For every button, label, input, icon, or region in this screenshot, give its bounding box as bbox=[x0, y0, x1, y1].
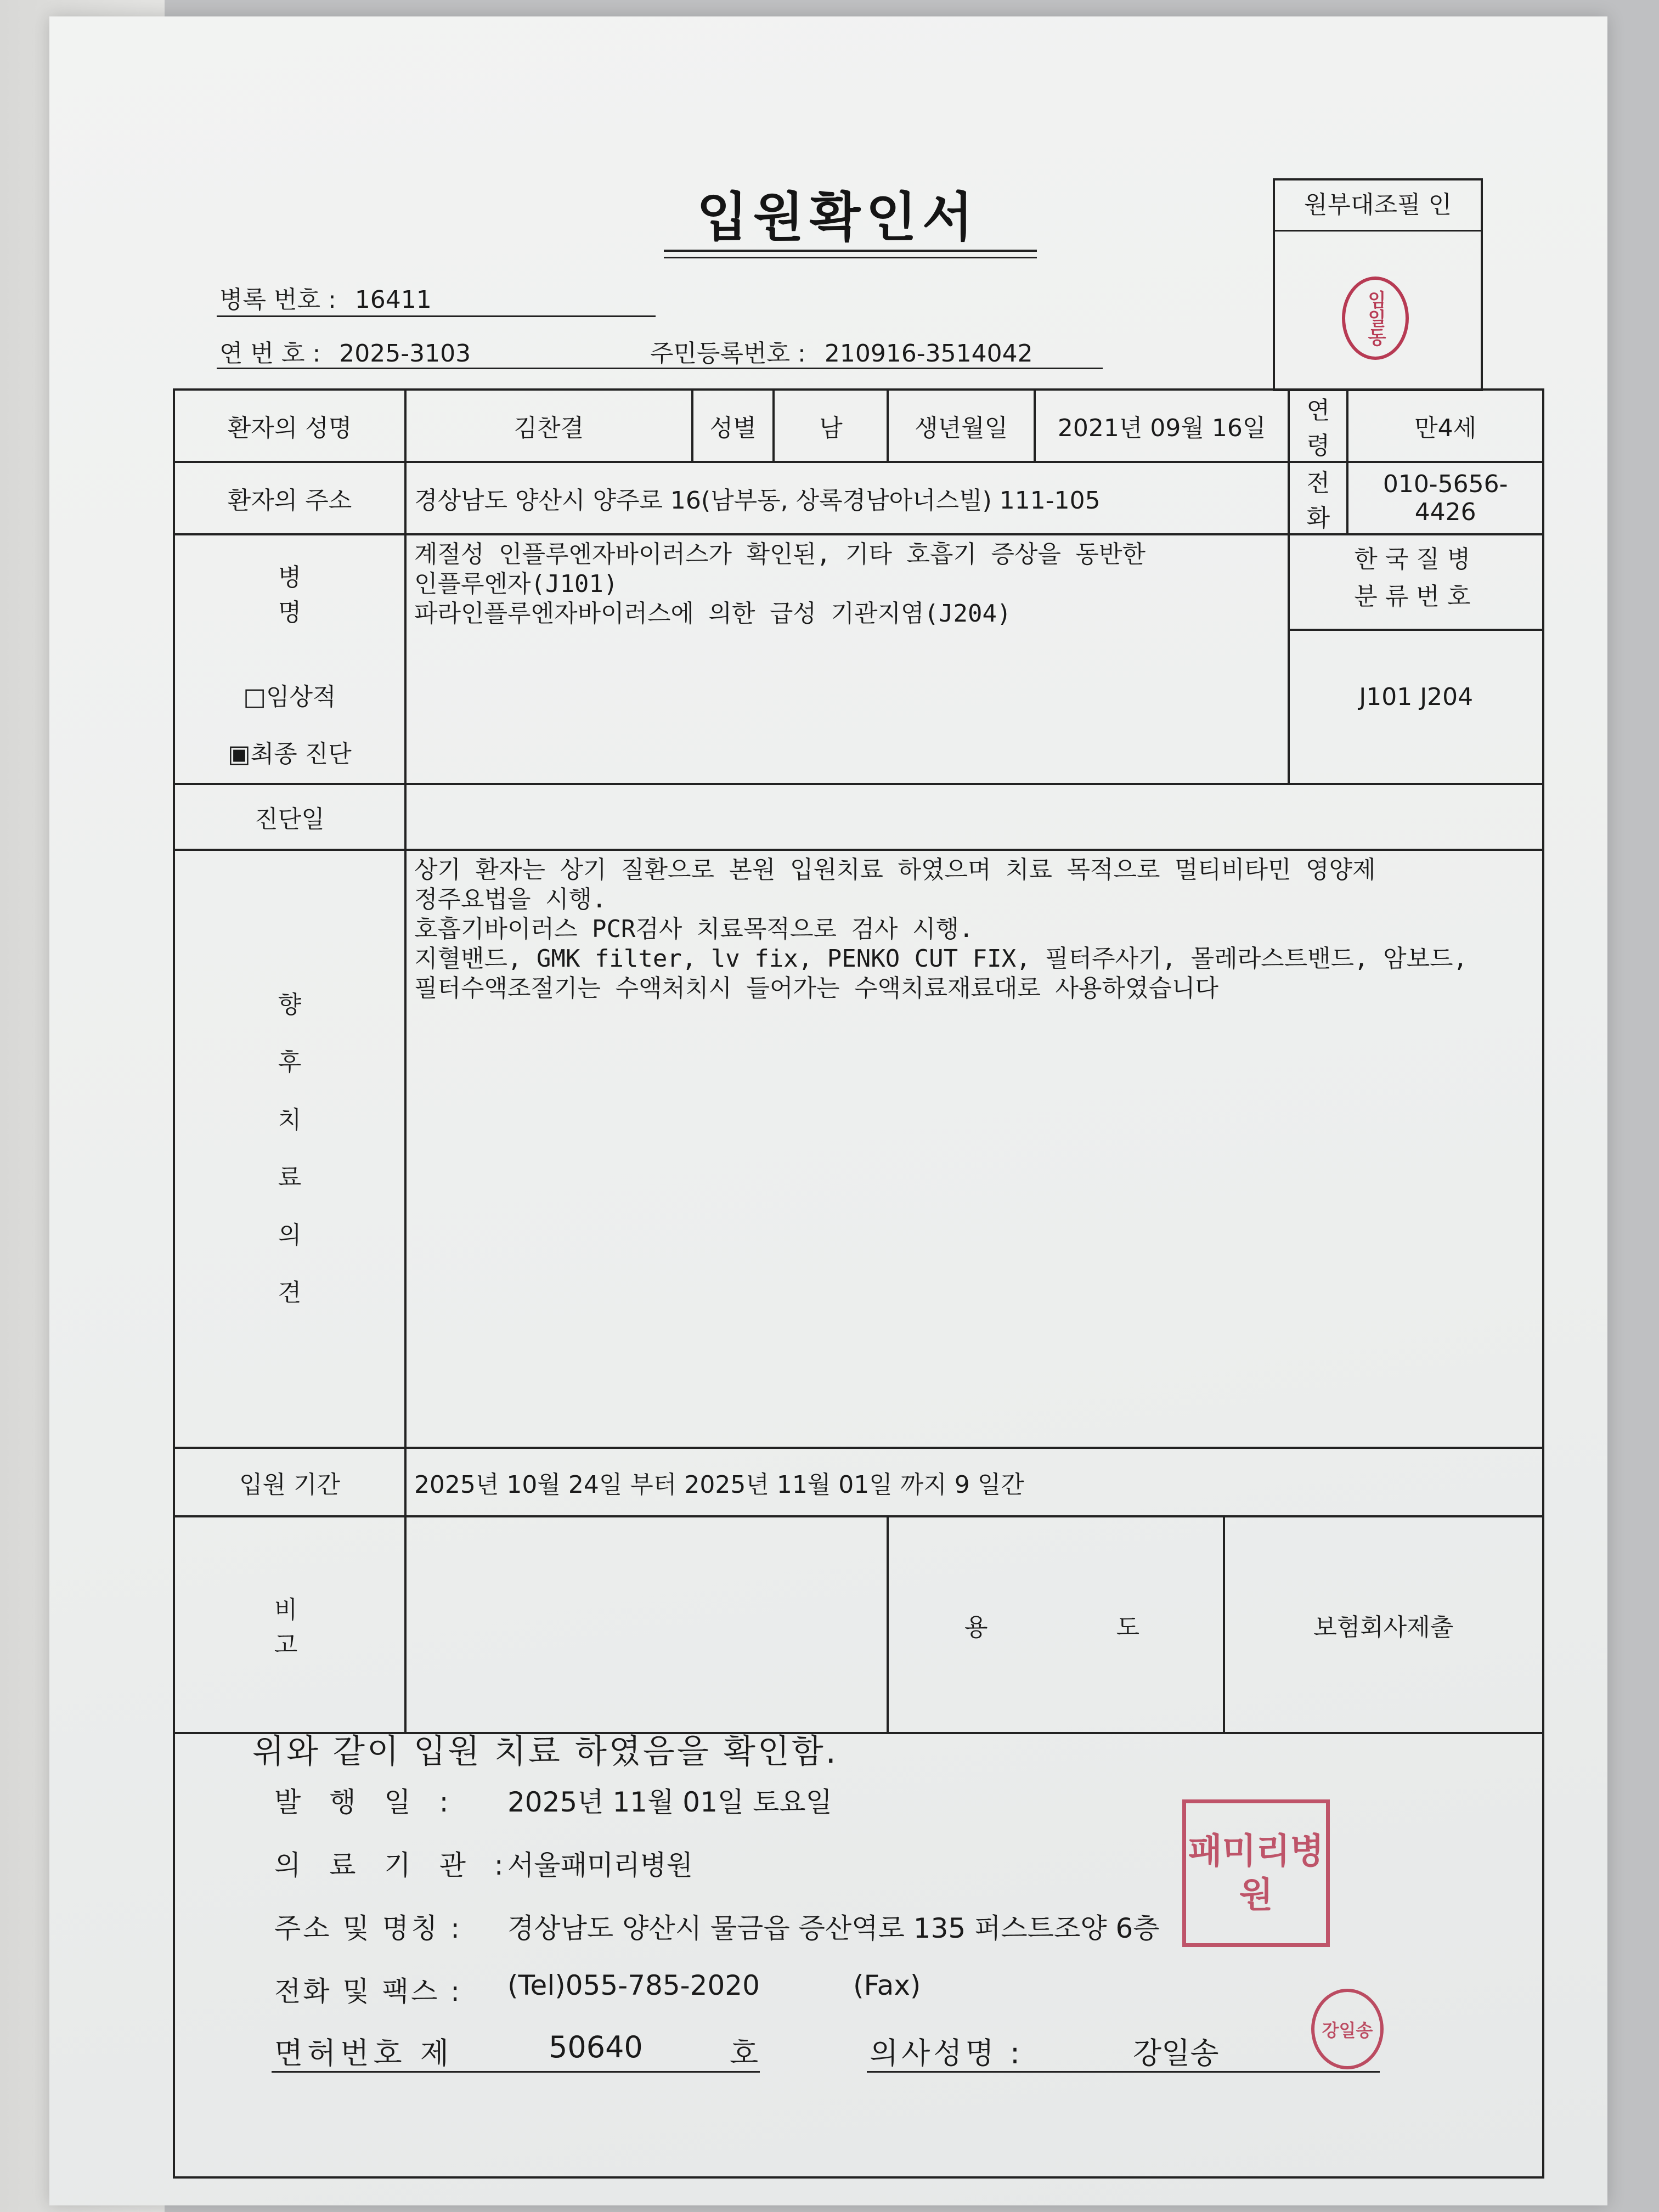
diagnosis-text bbox=[405, 534, 1289, 784]
usage-label: 용 도 bbox=[888, 1516, 1223, 1733]
diagnosis-line: 인플루엔자(J101) bbox=[414, 570, 618, 598]
remarks-value bbox=[405, 1516, 888, 1733]
opinion-line: 상기 환자는 상기 질환으로 본원 입원치료 하였으며 치료 목적으로 멀티비타민 영양제 bbox=[414, 856, 1376, 884]
hospital-seal-stamp: 패미리병원 bbox=[1182, 1799, 1330, 1947]
patient-name-label: 환자의 성명 bbox=[174, 390, 405, 462]
opinion-line: 정주요법을 시행. bbox=[414, 885, 607, 913]
opinion-line: 지혈밴드, GMK filter, lv fix, PENKO CUT FIX, 필터주사기, 몰레라스트밴드, 암보드, bbox=[414, 945, 1468, 973]
age-value: 만4세 bbox=[1347, 390, 1543, 462]
rrn-label: 주민등록번호 : bbox=[650, 340, 806, 368]
hospital-address-label: 주소 및 명칭 : bbox=[274, 1912, 462, 1944]
ward-number-label: 병록 번호 : bbox=[219, 286, 336, 314]
hospital-name: 서울패미리병원 bbox=[507, 1849, 693, 1881]
rrn-underline bbox=[647, 368, 1103, 369]
disease-code-header bbox=[1290, 535, 1542, 631]
diagnosis-clinical: □임상적 bbox=[243, 683, 336, 711]
opinion-line: 필터수액조절기는 수액처치시 들어가는 수액치료재료대로 사용하였습니다 bbox=[414, 974, 1219, 1002]
issue-date-value: 2025년 11월 01일 토요일 bbox=[507, 1786, 832, 1818]
serial-number-underline bbox=[217, 368, 656, 369]
disease-codes: J101 J204 bbox=[1359, 683, 1474, 711]
diagnosis-date-row bbox=[174, 784, 1543, 850]
diagnosis-row bbox=[174, 534, 1543, 784]
dob-value: 2021년 09월 16일 bbox=[1035, 390, 1289, 462]
doctor-underline bbox=[867, 2071, 1380, 2073]
admission-period-value: 2025년 10월 24일 부터 2025년 11월 01일 까지 9 일간 bbox=[405, 1448, 1543, 1516]
seal-box-header: 원부대조필 인 bbox=[1275, 180, 1481, 232]
license-suffix: 호 bbox=[730, 2036, 759, 2070]
opinion-label-line-1: 향 후 bbox=[278, 991, 362, 1076]
document-title: 입원확인서 bbox=[697, 187, 979, 248]
hospital-label: 의 료 기 관 : bbox=[274, 1849, 514, 1881]
title-underline bbox=[664, 250, 1037, 252]
diagnosis-line: 파라인플루엔자바이러스에 의한 급성 기관지염(J204) bbox=[414, 600, 1012, 628]
serial-number-value: 2025-3103 bbox=[339, 340, 471, 368]
ward-number-value: 16411 bbox=[354, 286, 432, 314]
diagnosis-date-value bbox=[405, 784, 1543, 850]
fax-value: (Fax) bbox=[853, 1970, 921, 2001]
diagnosis-final: ▣최종 진단 bbox=[228, 740, 352, 768]
issue-date-label: 발 행 일 : bbox=[274, 1786, 459, 1818]
license-label: 면허번호 제 bbox=[274, 2036, 453, 2070]
address-value: 경상남도 양산시 양주로 16(남부동, 상록경남아너스빌) 111-105 bbox=[405, 462, 1289, 534]
serial-number-row bbox=[219, 334, 471, 369]
address-label: 환자의 주소 bbox=[174, 462, 405, 534]
admission-period-label: 입원 기간 bbox=[174, 1448, 405, 1516]
phone-value: 010-5656-4426 bbox=[1347, 462, 1543, 534]
tel-value: (Tel)055-785-2020 bbox=[507, 1970, 760, 2001]
disease-code-cell bbox=[1289, 534, 1543, 784]
sex-label: 성별 bbox=[692, 390, 774, 462]
diagnosis-line: 계절성 인플루엔자바이러스가 확인된, 기타 호흡기 증상을 동반한 bbox=[414, 540, 1146, 568]
opinion-label-line-3: 의 견 bbox=[278, 1221, 362, 1307]
rrn-row bbox=[650, 334, 1033, 369]
usage-value: 보험회사제출 bbox=[1224, 1516, 1543, 1733]
remarks-label: 비 고 bbox=[174, 1516, 405, 1733]
confirmation-statement: 위와 같이 입원 치료 하였음을 확인함. bbox=[252, 1733, 838, 1771]
tel-fax-label: 전화 및 팩스 : bbox=[274, 1976, 462, 2007]
doctor-name-label: 의사성명 : bbox=[870, 2036, 1024, 2070]
ward-number-underline bbox=[217, 315, 656, 317]
age-label: 연령 bbox=[1289, 390, 1347, 462]
document-page bbox=[49, 16, 1607, 2205]
treatment-opinion-row bbox=[174, 850, 1543, 1448]
remarks-row bbox=[174, 1516, 1543, 1733]
dob-label: 생년월일 bbox=[888, 390, 1034, 462]
code-header-line-1: 한국질병 bbox=[1354, 545, 1479, 573]
diagnosis-date-label: 진단일 bbox=[174, 784, 405, 850]
doctor-name: 강일송 bbox=[1133, 2036, 1219, 2070]
opinion-label-line-2: 치 료 bbox=[278, 1106, 362, 1192]
verification-stamp: 임일동 bbox=[1342, 276, 1409, 360]
patient-name: 김찬결 bbox=[405, 390, 692, 462]
treatment-opinion-label bbox=[174, 850, 405, 1448]
title-underline-2 bbox=[664, 257, 1037, 258]
doctor-seal-stamp: 강일송 bbox=[1311, 1989, 1384, 2069]
treatment-opinion-text bbox=[405, 850, 1543, 1448]
phone-label: 전화 bbox=[1289, 462, 1347, 534]
license-number: 50640 bbox=[549, 2030, 643, 2064]
verification-seal-box bbox=[1273, 178, 1483, 391]
hospital-address: 경상남도 양산시 물금읍 증산역로 135 퍼스트조양 6층 bbox=[507, 1912, 1160, 1944]
ward-number-row bbox=[219, 280, 432, 315]
opinion-line: 호흡기바이러스 PCR검사 치료목적으로 검사 시행. bbox=[414, 915, 974, 943]
admission-period-row bbox=[174, 1448, 1543, 1516]
rrn-value: 210916-3514042 bbox=[824, 340, 1033, 368]
serial-number-label: 연 번 호 : bbox=[219, 340, 321, 368]
diagnosis-label: 병 명 bbox=[278, 563, 384, 627]
diagnosis-label-cell bbox=[174, 534, 405, 784]
sex-value: 남 bbox=[774, 390, 888, 462]
license-underline bbox=[272, 2071, 760, 2073]
patient-address-row bbox=[174, 462, 1543, 534]
patient-name-row bbox=[174, 390, 1543, 462]
code-header-line-2: 분류번호 bbox=[1354, 583, 1479, 611]
